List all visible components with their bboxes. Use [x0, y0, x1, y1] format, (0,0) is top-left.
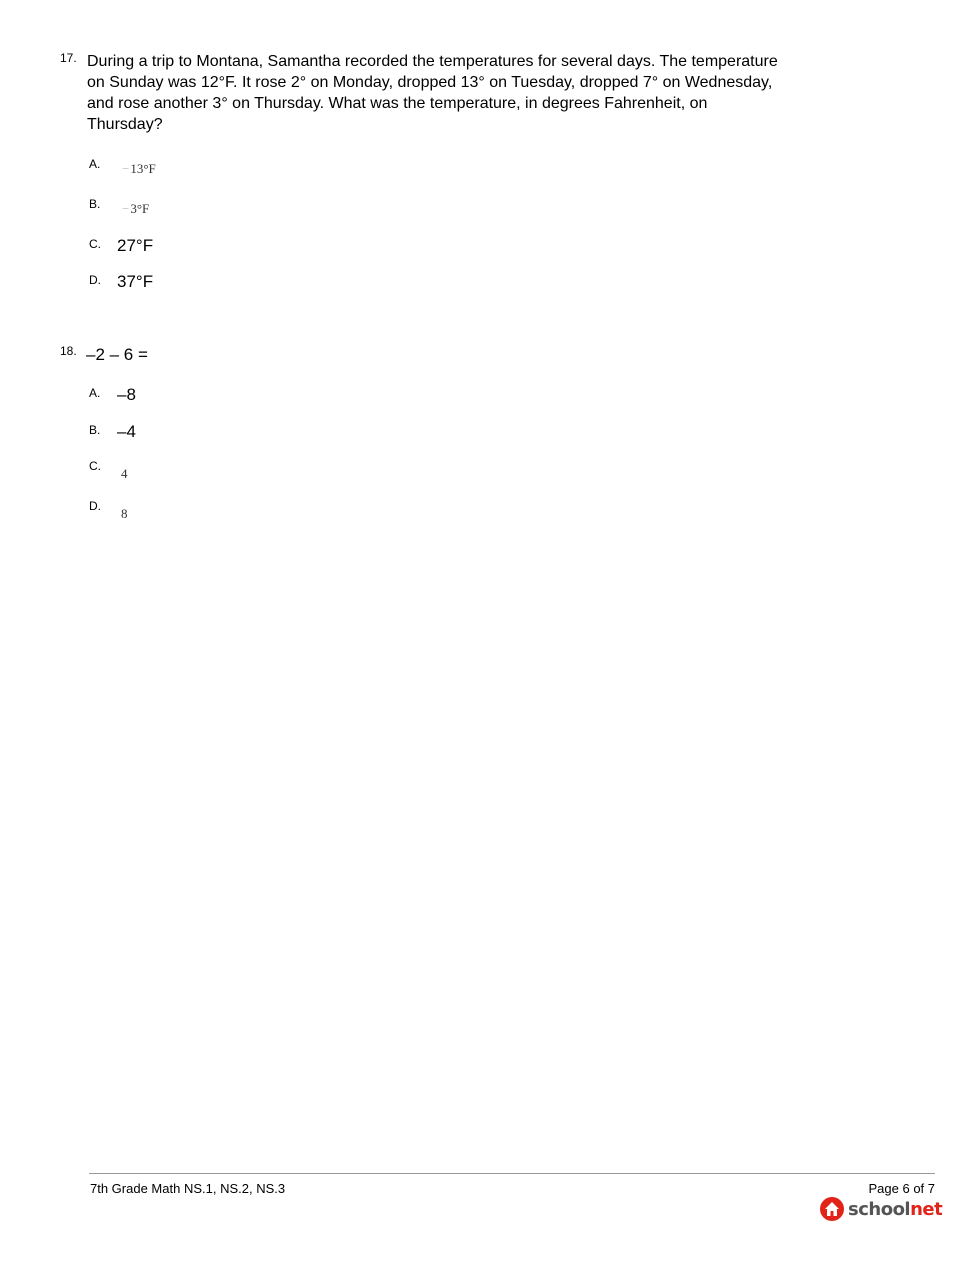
choice-letter: A.: [89, 157, 101, 171]
choice-letter: D.: [89, 499, 101, 513]
question-18: [60, 344, 780, 365]
logo-net-text: net: [910, 1198, 943, 1220]
choice-letter: B.: [89, 423, 101, 437]
choice-value: [122, 161, 156, 177]
footer-divider: [89, 1173, 935, 1174]
minus-sign: −: [122, 161, 130, 176]
logo-school-text: school: [848, 1198, 911, 1220]
choice-letter: A.: [89, 386, 101, 400]
choice-number: 3°F: [130, 201, 150, 216]
schoolnet-logo: [820, 1196, 942, 1222]
question-text: –2 – 6 =: [86, 345, 148, 364]
choice-value: 8: [121, 506, 128, 521]
choice-letter: B.: [89, 197, 101, 211]
choice-value: 4: [121, 466, 128, 481]
choice-letter: C.: [89, 459, 101, 473]
minus-sign: −: [122, 201, 130, 216]
question-number: 17.: [60, 51, 77, 65]
question-17: [60, 51, 780, 135]
footer-course-label: 7th Grade Math NS.1, NS.2, NS.3: [90, 1181, 286, 1196]
choice-number: 13°F: [130, 161, 156, 176]
choice-value: [122, 201, 149, 217]
choice-value: 37°F: [117, 272, 154, 291]
choice-letter: C.: [89, 237, 101, 251]
footer-page-number: Page 6 of 7: [868, 1181, 935, 1196]
question-number: 18.: [60, 344, 77, 358]
question-text: During a trip to Montana, Samantha recorded the temperatures for several days. The temperature on Sunday was 12°F. It rose 2° on Monday, dropped 13° on Tuesday, dropped 7° on Wednesday, and rose another 3° on Thursday. What was the temperature, in degrees Fahrenheit, on Thursday?: [87, 53, 778, 133]
logo-wordmark: [848, 1199, 942, 1220]
choice-value: 27°F: [117, 236, 154, 255]
choice-value: –8: [117, 385, 136, 404]
house-icon: [820, 1197, 844, 1221]
choice-letter: D.: [89, 273, 101, 287]
choice-value: –4: [117, 422, 136, 441]
